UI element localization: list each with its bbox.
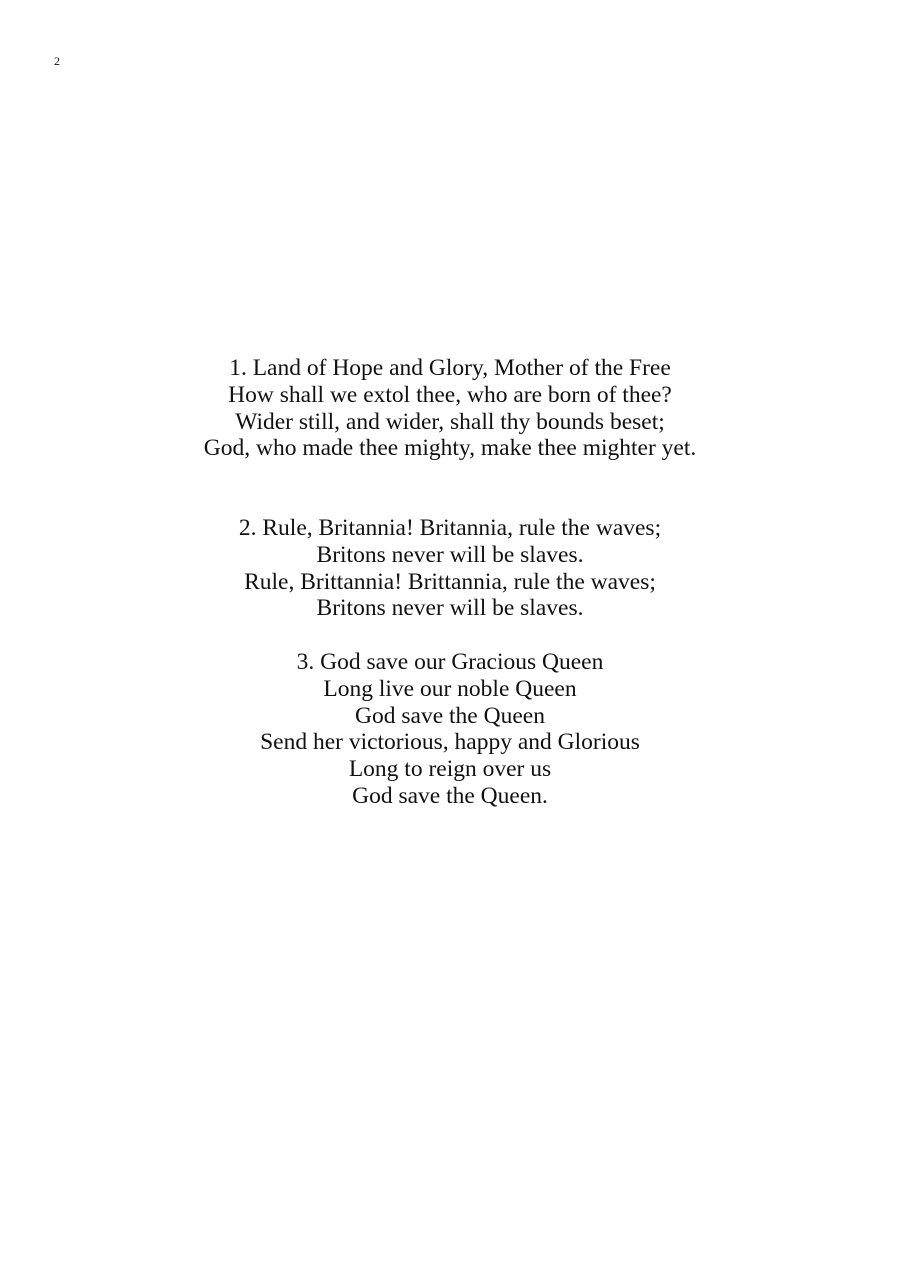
verse-1 [0, 355, 900, 462]
verse-2-text [0, 515, 900, 622]
verse-3-text [0, 649, 900, 810]
verse-3-line-5: Long to reign over us [348, 756, 552, 783]
verse-2-line-3: Rule, Brittannia! Brittannia, rule the waves; [244, 568, 656, 595]
verse-2-line-2: Britons never will be slaves. [316, 541, 584, 568]
verse-1-text [0, 355, 900, 462]
page-number: 2 [54, 54, 60, 68]
verse-3-line-6: God save the Queen. [352, 782, 548, 809]
verse-3-line-1: 3. God save our Gracious Queen [296, 649, 604, 675]
verse-1-line-1: 1. Land of Hope and Glory, Mother of the Free [229, 355, 671, 381]
verse-2-line-4: Britons never will be slaves. [316, 595, 584, 622]
verse-3-line-4: Send her victorious, happy and Glorious [260, 729, 640, 756]
verse-1-line-3: Wider still, and wider, shall thy bounds beset; [235, 408, 665, 435]
verse-3-line-2: Long live our noble Queen [323, 675, 577, 702]
verse-2 [0, 515, 900, 622]
verse-2-line-1: 2. Rule, Britannia! Britannia, rule the waves; [238, 515, 662, 541]
verse-3-line-3: God save the Queen [355, 702, 545, 729]
verse-1-line-4: God, who made thee mighty, make thee mighter yet. [203, 435, 697, 462]
verse-1-line-2: How shall we extol thee, who are born of thee? [228, 381, 672, 408]
verse-3 [0, 649, 900, 810]
